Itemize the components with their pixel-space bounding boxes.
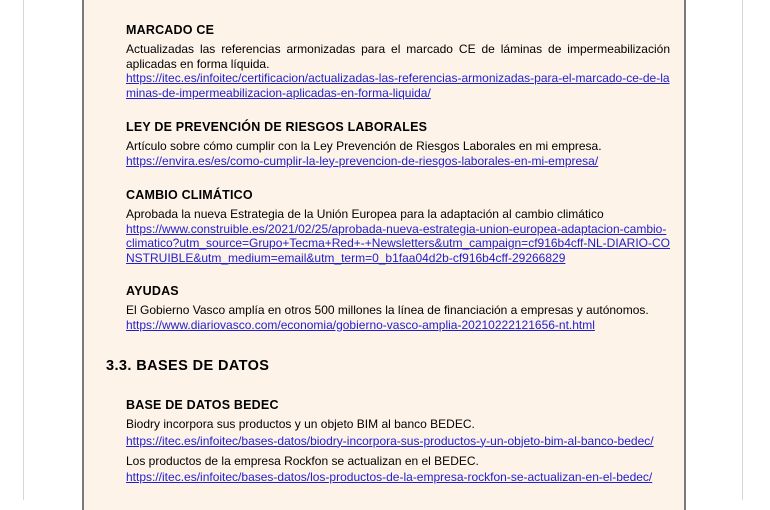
section-text: Actualizadas las referencias armonizadas para el marcado CE de láminas de impermeabilización aplicadas en forma líquida. bbox=[126, 42, 670, 71]
section-marcado-ce bbox=[126, 23, 670, 100]
section-link[interactable]: https://www.diariovasco.com/economia/gobierno-vasco-amplia-20210222121656-nt.html bbox=[126, 317, 595, 332]
section-text: Artículo sobre cómo cumplir con la Ley Prevención de Riesgos Laborales en mi empresa. bbox=[126, 139, 602, 153]
section-title: BASE DE DATOS BEDEC bbox=[126, 398, 279, 412]
section-bedec bbox=[126, 398, 670, 484]
section-link[interactable]: https://itec.es/infoitec/certificacion/actualizadas-las-referencias-armonizadas-para-el-marcado-ce-de-laminas-de-impermeabilizacion-aplicadas-en-forma-liquida/ bbox=[126, 71, 670, 100]
section-ayudas bbox=[126, 284, 670, 332]
section-link[interactable]: https://envira.es/es/como-cumplir-la-ley-prevencion-de-riesgos-laborales-en-mi-empresa/ bbox=[126, 153, 599, 168]
section-title: AYUDAS bbox=[126, 284, 179, 298]
section-link[interactable]: https://itec.es/infoitec/bases-datos/biodry-incorpora-sus-productos-y-un-objeto-bim-al-banco-bedec/ bbox=[126, 433, 654, 448]
section-prevencion-riesgos bbox=[126, 120, 670, 168]
section-text: Biodry incorpora sus productos y un objeto BIM al banco BEDEC. bbox=[126, 417, 475, 431]
cut-off-link[interactable] bbox=[126, 0, 666, 4]
section-text: Aprobada la nueva Estrategia de la Unión Europea para la adaptación al cambio climático bbox=[126, 207, 604, 221]
section-text: Los productos de la empresa Rockfon se actualizan en el BEDEC. bbox=[126, 454, 479, 468]
document-page bbox=[82, 0, 686, 510]
section-title: MARCADO CE bbox=[126, 23, 215, 37]
section-text: El Gobierno Vasco amplía en otros 500 millones la línea de financiación a empresas y autónomos. bbox=[126, 303, 649, 317]
section-title: CAMBIO CLIMÁTICO bbox=[126, 188, 253, 202]
viewer-border-right bbox=[742, 0, 743, 500]
heading-bases-de-datos: 3.3. BASES DE DATOS bbox=[106, 358, 270, 374]
section-title: LEY DE PREVENCIÓN DE RIESGOS LABORALES bbox=[126, 120, 428, 134]
viewer-border-left bbox=[23, 0, 24, 500]
section-cambio-climatico bbox=[126, 188, 670, 265]
section-link[interactable]: https://itec.es/infoitec/bases-datos/los-productos-de-la-empresa-rockfon-se-actualizan-en-el-bedec/ bbox=[126, 469, 653, 484]
section-link[interactable]: https://www.construible.es/2021/02/25/aprobada-nueva-estrategia-union-europea-adaptacion-cambio-climatico?utm_source=Grupo+Tecma+Red+-+Newsletters&utm_campaign=cf916b4cff-NL-DIARIO-CONSTRUIBLE&utm_medium=email&utm_term=0_b1faa04d2b-cf916b4cff-29266829 bbox=[126, 221, 671, 265]
